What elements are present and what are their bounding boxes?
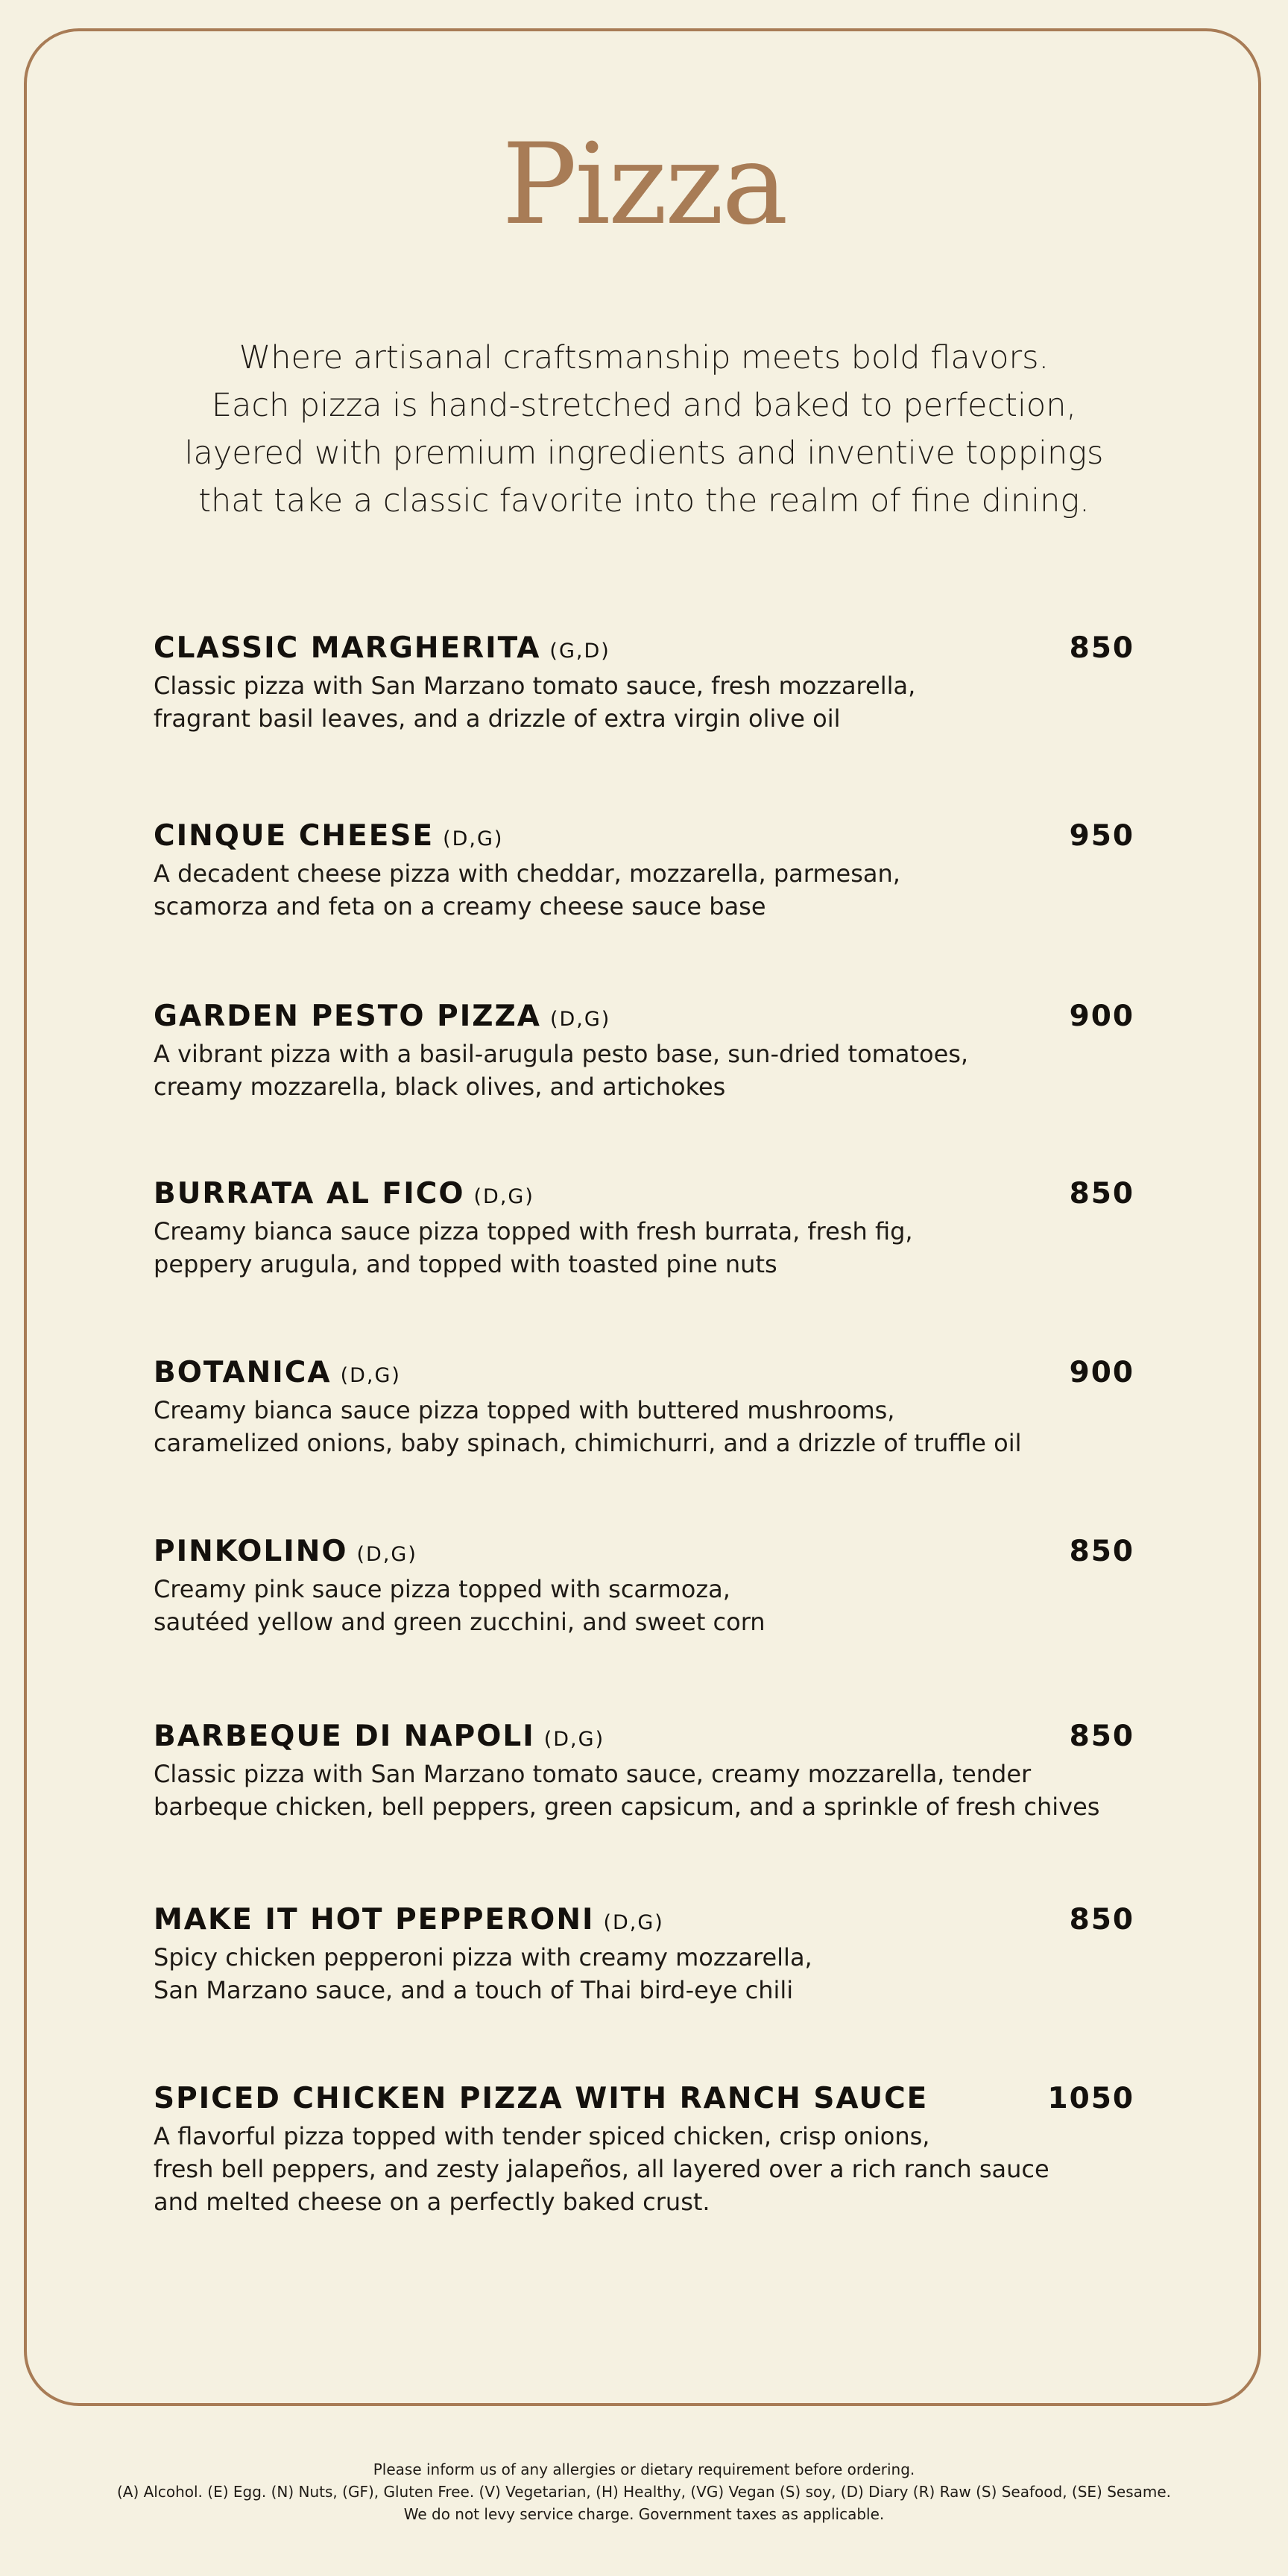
item-description-line: Creamy bianca sauce pizza topped with fresh burrata, fresh fig, <box>154 1217 913 1246</box>
item-dietary-tags: (D,G) <box>549 1008 611 1031</box>
intro-line: that take a classic favorite into the realm of fine dining. <box>198 482 1090 520</box>
item-name: MAKE IT HOT PEPPERONI <box>154 1903 595 1936</box>
footer-tax-note: We do not levy service charge. Government taxes as applicable. <box>403 2505 885 2523</box>
item-price: 900 <box>1069 1356 1134 1389</box>
item-name: BOTANICA <box>154 1356 332 1389</box>
item-description-line: scamorza and feta on a creamy cheese sauce base <box>154 892 766 921</box>
intro-line: Where artisanal craftsmanship meets bold flavors. <box>239 339 1049 376</box>
item-name: CINQUE CHEESE <box>154 819 435 853</box>
page-title: Pizza <box>502 120 786 250</box>
item-description-line: peppery arugula, and topped with toasted pine nuts <box>154 1250 777 1278</box>
item-price: 850 <box>1069 631 1134 665</box>
menu-footer-notes <box>0 2458 1288 2525</box>
item-price: 900 <box>1069 1000 1134 1033</box>
item-description-line: A vibrant pizza with a basil-arugula pesto base, sun-dried tomatoes, <box>154 1040 969 1068</box>
item-dietary-tags: (D,G) <box>473 1185 534 1208</box>
item-description <box>154 2120 1049 2218</box>
item-description-line: caramelized onions, baby spinach, chimichurri, and a drizzle of truffle oil <box>154 1429 1022 1457</box>
item-description <box>154 669 915 735</box>
item-price: 950 <box>1069 819 1134 853</box>
intro-line: Each pizza is hand-stretched and baked to perfection, <box>211 387 1077 424</box>
item-description <box>154 857 900 923</box>
intro-line: layered with premium ingredients and inventive toppings <box>184 435 1104 472</box>
item-name: GARDEN PESTO PIZZA <box>154 1000 541 1033</box>
item-description-line: barbeque chicken, bell peppers, green capsicum, and a sprinkle of fresh chives <box>154 1793 1100 1821</box>
menu-intro <box>0 334 1288 525</box>
item-description <box>154 1215 913 1281</box>
item-name: BARBEQUE DI NAPOLI <box>154 1720 535 1753</box>
item-name: BURRATA AL FICO <box>154 1177 465 1210</box>
item-price: 850 <box>1069 1903 1134 1936</box>
item-description <box>154 1573 765 1638</box>
item-description-line: San Marzano sauce, and a touch of Thai bird-eye chili <box>154 1976 794 2004</box>
item-description-line: sautéed yellow and green zucchini, and sweet corn <box>154 1608 765 1636</box>
item-description-line: and melted cheese on a perfectly baked crust. <box>154 2188 710 2216</box>
item-description-line: Classic pizza with San Marzano tomato sauce, creamy mozzarella, tender <box>154 1760 1032 1788</box>
item-description-line: A flavorful pizza topped with tender spiced chicken, crisp onions, <box>154 2122 930 2150</box>
item-dietary-tags: (G,D) <box>549 640 610 663</box>
item-description <box>154 1941 812 2007</box>
item-description-line: fresh bell peppers, and zesty jalapeños, all layered over a rich ranch sauce <box>154 2155 1049 2183</box>
item-dietary-tags: (D,G) <box>443 827 504 850</box>
footer-allergy-note: Please inform us of any allergies or dietary requirement before ordering. <box>373 2460 915 2478</box>
item-name: SPICED CHICKEN PIZZA WITH RANCH SAUCE <box>154 2082 929 2115</box>
item-dietary-tags: (D,G) <box>356 1543 417 1566</box>
item-description-line: Spicy chicken pepperoni pizza with creamy mozzarella, <box>154 1943 812 1972</box>
item-description-line: Creamy pink sauce pizza topped with scarmoza, <box>154 1575 730 1603</box>
item-dietary-tags: (D,G) <box>340 1364 401 1387</box>
item-price: 1050 <box>1047 2082 1134 2115</box>
item-name: PINKOLINO <box>154 1535 348 1568</box>
item-description <box>154 1038 968 1103</box>
item-description-line: A decadent cheese pizza with cheddar, mozzarella, parmesan, <box>154 859 900 888</box>
item-description-line: fragrant basil leaves, and a drizzle of extra virgin olive oil <box>154 704 841 733</box>
item-description-line: Creamy bianca sauce pizza topped with buttered mushrooms, <box>154 1396 895 1424</box>
item-price: 850 <box>1069 1177 1134 1210</box>
item-description-line: creamy mozzarella, black olives, and artichokes <box>154 1073 726 1101</box>
footer-dietary-legend: (A) Alcohol. (E) Egg. (N) Nuts, (GF), Gluten Free. (V) Vegetarian, (H) Healthy, (VG) Vegan (S) soy, (D) Diary (R) Raw (S) Seafood, (SE) Sesame. <box>116 2483 1172 2501</box>
item-dietary-tags: (D,G) <box>543 1728 605 1751</box>
item-price: 850 <box>1069 1720 1134 1753</box>
item-description-line: Classic pizza with San Marzano tomato sauce, fresh mozzarella, <box>154 672 916 700</box>
item-description <box>154 1758 1099 1823</box>
item-price: 850 <box>1069 1535 1134 1568</box>
item-description <box>154 1394 1022 1459</box>
item-dietary-tags: (D,G) <box>603 1911 664 1934</box>
item-name: CLASSIC MARGHERITA <box>154 631 541 665</box>
